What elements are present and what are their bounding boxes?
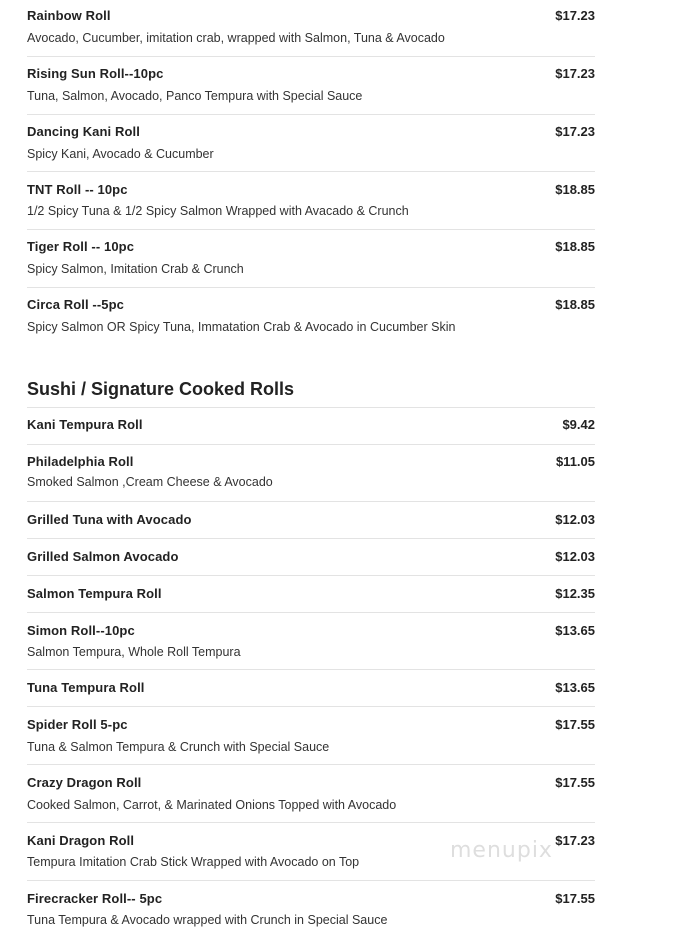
item-description: Spicy Kani, Avocado & Cucumber (27, 147, 214, 161)
menu-item[interactable] (27, 445, 595, 502)
item-price: $17.55 (555, 775, 595, 790)
item-description: Tuna & Salmon Tempura & Crunch with Special Sauce (27, 740, 330, 754)
item-name: Circa Roll --5pc (27, 297, 124, 312)
item-price: $17.55 (555, 891, 595, 906)
item-price: $12.35 (555, 586, 595, 601)
menu-item[interactable] (27, 172, 595, 230)
item-name: Tuna Tempura Roll (27, 680, 145, 695)
item-price: $13.65 (555, 623, 595, 638)
menu-item[interactable] (27, 0, 595, 57)
item-price: $18.85 (555, 297, 595, 312)
menu-item[interactable] (27, 57, 595, 115)
item-description: Spicy Salmon OR Spicy Tuna, Immatation Crab & Avocado in Cucumber Skin (27, 320, 456, 334)
section-title: Sushi / Signature Cooked Rolls (27, 379, 295, 399)
item-name: Rising Sun Roll--10pc (27, 66, 164, 81)
menu-item[interactable] (27, 539, 595, 576)
item-price: $17.23 (555, 8, 595, 23)
item-description: Smoked Salmon ,Cream Cheese & Avocado (27, 475, 273, 489)
item-name: Salmon Tempura Roll (27, 586, 162, 601)
item-name: Spider Roll 5-pc (27, 717, 128, 732)
item-price: $13.65 (555, 680, 595, 695)
menu-item[interactable] (27, 408, 595, 445)
item-description: Tuna Tempura & Avocado wrapped with Crunch in Special Sauce (27, 913, 388, 927)
item-description: Cooked Salmon, Carrot, & Marinated Onions Topped with Avocado (27, 798, 397, 812)
item-name: Rainbow Roll (27, 8, 111, 23)
item-name: Dancing Kani Roll (27, 124, 140, 139)
item-name: Firecracker Roll-- 5pc (27, 891, 163, 906)
item-name: Kani Tempura Roll (27, 417, 143, 432)
item-name: TNT Roll -- 10pc (27, 182, 128, 197)
item-price: $11.05 (555, 454, 595, 469)
item-price: $12.03 (555, 549, 595, 564)
item-price: $17.23 (555, 66, 595, 81)
item-name: Kani Dragon Roll (27, 833, 135, 848)
item-description: Tempura Imitation Crab Stick Wrapped with Avocado on Top (27, 855, 360, 869)
item-description: Avocado, Cucumber, imitation crab, wrapped with Salmon, Tuna & Avocado (27, 31, 445, 45)
item-name: Grilled Salmon Avocado (27, 549, 179, 564)
menu-item[interactable] (27, 115, 595, 172)
menu-item[interactable] (27, 765, 595, 823)
menu-item[interactable] (27, 881, 595, 935)
menu-item[interactable] (27, 288, 595, 358)
item-price: $9.42 (562, 417, 595, 432)
item-price: $17.23 (555, 124, 595, 139)
item-price: $12.03 (555, 512, 595, 527)
menu-item[interactable] (27, 670, 595, 707)
section-header (27, 370, 595, 408)
menu-item[interactable] (27, 230, 595, 288)
item-name: Simon Roll--10pc (27, 623, 135, 638)
menu-item[interactable] (27, 707, 595, 765)
item-description: 1/2 Spicy Tuna & 1/2 Spicy Salmon Wrapped with Avacado & Crunch (27, 204, 409, 218)
item-price: $18.85 (555, 182, 595, 197)
menu-item[interactable] (27, 576, 595, 613)
item-price: $17.23 (555, 833, 595, 848)
menu-item[interactable] (27, 613, 595, 670)
item-name: Philadelphia Roll (27, 454, 134, 469)
item-description: Salmon Tempura, Whole Roll Tempura (27, 645, 241, 659)
item-name: Grilled Tuna with Avocado (27, 512, 192, 527)
item-description: Tuna, Salmon, Avocado, Panco Tempura with Special Sauce (27, 89, 363, 103)
watermark: menupix (450, 838, 553, 863)
item-description: Spicy Salmon, Imitation Crab & Crunch (27, 262, 244, 276)
menu-item[interactable] (27, 502, 595, 539)
item-name: Crazy Dragon Roll (27, 775, 142, 790)
item-name: Tiger Roll -- 10pc (27, 239, 135, 254)
item-price: $18.85 (555, 239, 595, 254)
item-price: $17.55 (555, 717, 595, 732)
